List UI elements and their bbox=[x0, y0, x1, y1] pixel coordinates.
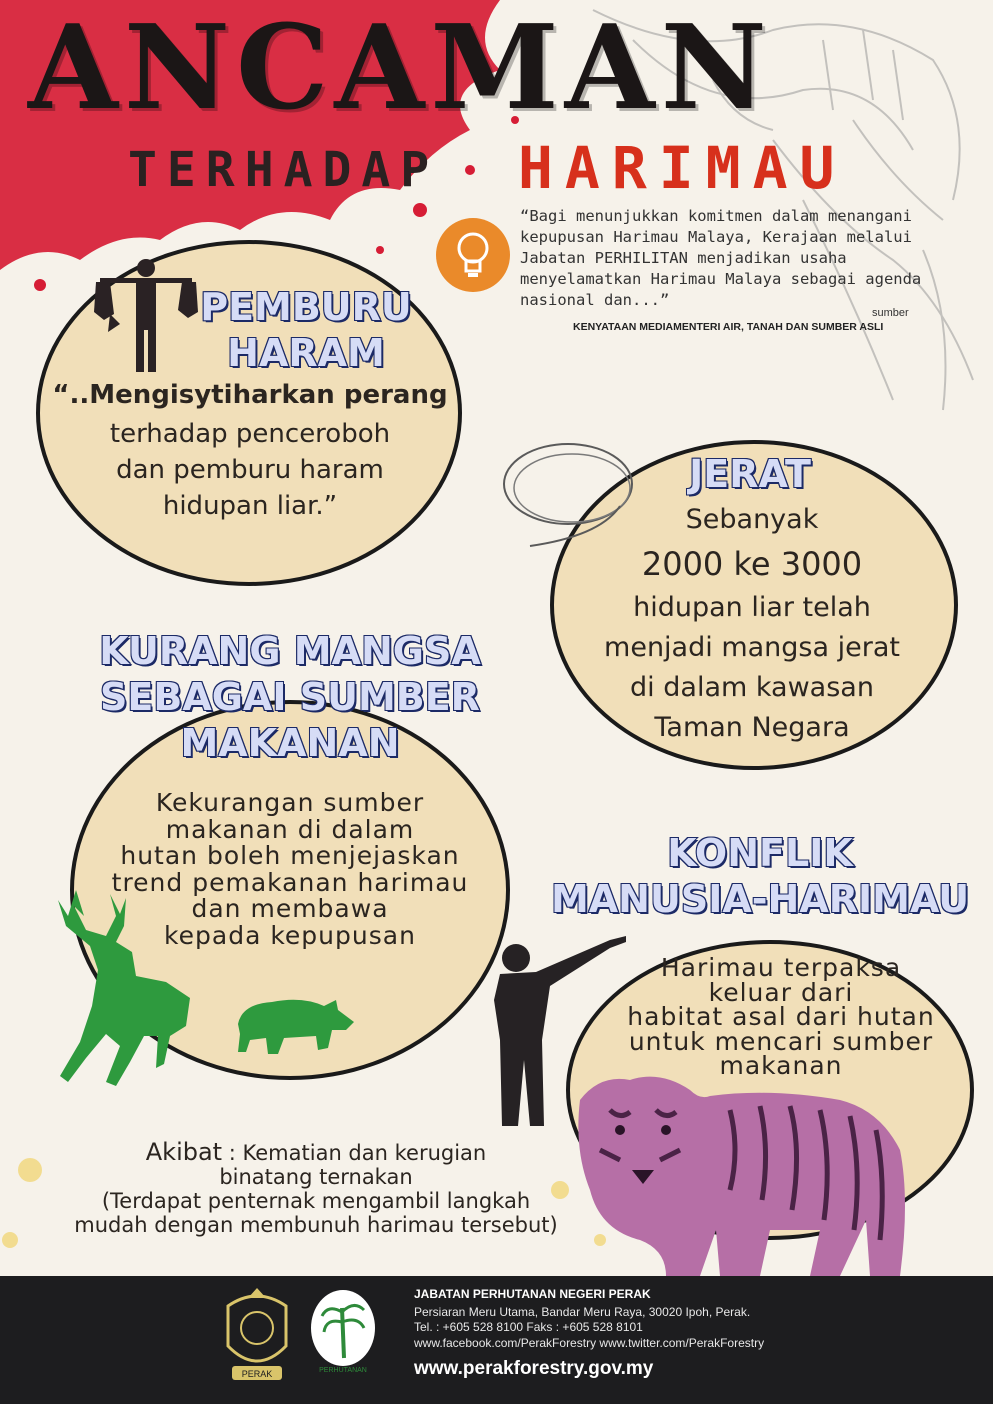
konflik-line3: habitat asal dari hutan bbox=[627, 1002, 935, 1031]
akibat-label: Akibat bbox=[145, 1138, 223, 1166]
konflik-heading bbox=[530, 830, 990, 922]
kurang-heading-line2: SEBAGAI SUMBER bbox=[100, 675, 480, 719]
footer-address: Persiaran Meru Utama, Bandar Meru Raya, 30020 Ipoh, Perak. bbox=[414, 1305, 751, 1319]
konflik-heading-line2: MANUSIA-HARIMAU bbox=[550, 877, 970, 921]
footer-social-links[interactable]: www.facebook.com/PerakForestry www.twitter.com/PerakForestry bbox=[414, 1336, 765, 1350]
jerat-text bbox=[572, 500, 932, 748]
crest-label: PERAK bbox=[241, 1369, 273, 1379]
konflik-line4: untuk mencari sumber bbox=[628, 1026, 934, 1056]
pemburu-quote-line1: “..Mengisytiharkan perang bbox=[52, 380, 448, 410]
pemburu-heading-line2: HARAM bbox=[227, 331, 385, 375]
jerat-heading: JERAT bbox=[689, 452, 811, 496]
jerat-line6: Taman Negara bbox=[654, 712, 850, 743]
jerat-line3: hidupan liar telah bbox=[633, 592, 871, 623]
footer-org: JABATAN PERHUTANAN NEGERI PERAK bbox=[414, 1287, 651, 1301]
footer-website-link[interactable]: www.perakforestry.gov.my bbox=[414, 1358, 654, 1379]
perhutanan-logo-icon bbox=[308, 1288, 378, 1376]
akibat-line2: binatang ternakan bbox=[219, 1165, 413, 1189]
logo-label: PERHUTANAN bbox=[319, 1367, 367, 1374]
pemburu-line4: hidupan liar.” bbox=[162, 491, 338, 521]
kurang-heading bbox=[70, 628, 510, 766]
perak-crest-icon bbox=[218, 1286, 296, 1384]
konflik-line2: keluar dari bbox=[708, 977, 854, 1007]
poacher-silhouette-icon bbox=[90, 254, 202, 374]
jerat-line5: di dalam kawasan bbox=[630, 672, 874, 703]
quote-source-label: sumber bbox=[872, 307, 909, 319]
pemburu-line3: dan pemburu haram bbox=[116, 455, 384, 485]
kurang-heading-line1: KURANG MANGSA bbox=[99, 629, 481, 673]
title-subtitle-right: HARIMAU bbox=[518, 134, 847, 202]
tiger-image-icon bbox=[570, 1070, 910, 1276]
konflik-line5: makanan bbox=[719, 1051, 843, 1080]
pemburu-line2: terhadap penceroboh bbox=[109, 419, 391, 449]
akibat-text bbox=[36, 1140, 596, 1237]
jerat-line4: menjadi mangsa jerat bbox=[604, 632, 900, 663]
jerat-line1: Sebanyak bbox=[685, 504, 819, 535]
kurang-heading-line3: MAKANAN bbox=[180, 721, 400, 765]
kurang-line1: Kekurangan sumber bbox=[155, 788, 425, 817]
deer-silhouette-icon bbox=[46, 886, 196, 1096]
quote-text: “Bagi menunjukkan komitmen dalam menangani kepupusan Harimau Malaya, Kerajaan melalui Jabatan PERHILITAN menjadikan usaha menyelamatkan Harimau Malaya sebagai agenda nasional dan...” bbox=[520, 207, 922, 309]
kurang-line5: dan membawa bbox=[191, 894, 389, 923]
akibat-line3: (Terdapat penternak mengambil langkah bbox=[101, 1189, 531, 1213]
akibat-line4: mudah dengan membunuh harimau tersebut) bbox=[74, 1213, 558, 1237]
page-title: ANCAMAN bbox=[28, 0, 773, 136]
konflik-heading-line1: KONFLIK bbox=[667, 831, 853, 875]
kurang-line6: kepada kepupusan bbox=[164, 920, 416, 950]
boar-silhouette-icon bbox=[232, 990, 356, 1062]
kurang-line3: hutan boleh menjejaskan bbox=[120, 841, 460, 870]
title-subtitle-left: TERHADAP bbox=[128, 142, 440, 198]
kurang-line4: trend pemakanan harimau bbox=[111, 867, 469, 897]
jerat-line2: 2000 ke 3000 bbox=[641, 545, 863, 583]
akibat-line1: : Kematian dan kerugian bbox=[228, 1141, 487, 1165]
lightbulb-icon bbox=[436, 218, 510, 292]
konflik-line1: Harimau terpaksa bbox=[660, 953, 902, 982]
quote-source: KENYATAAN MEDIAMENTERI AIR, TANAH DAN SUMBER ASLI bbox=[573, 321, 884, 333]
konflik-text bbox=[596, 953, 966, 1080]
pemburu-heading-line1: PEMBURU bbox=[200, 285, 412, 329]
kurang-line2: makanan di dalam bbox=[165, 814, 415, 844]
footer-tel: Tel. : +605 528 8100 Faks : +605 528 8101 bbox=[414, 1320, 643, 1334]
pemburu-heading bbox=[196, 284, 416, 376]
